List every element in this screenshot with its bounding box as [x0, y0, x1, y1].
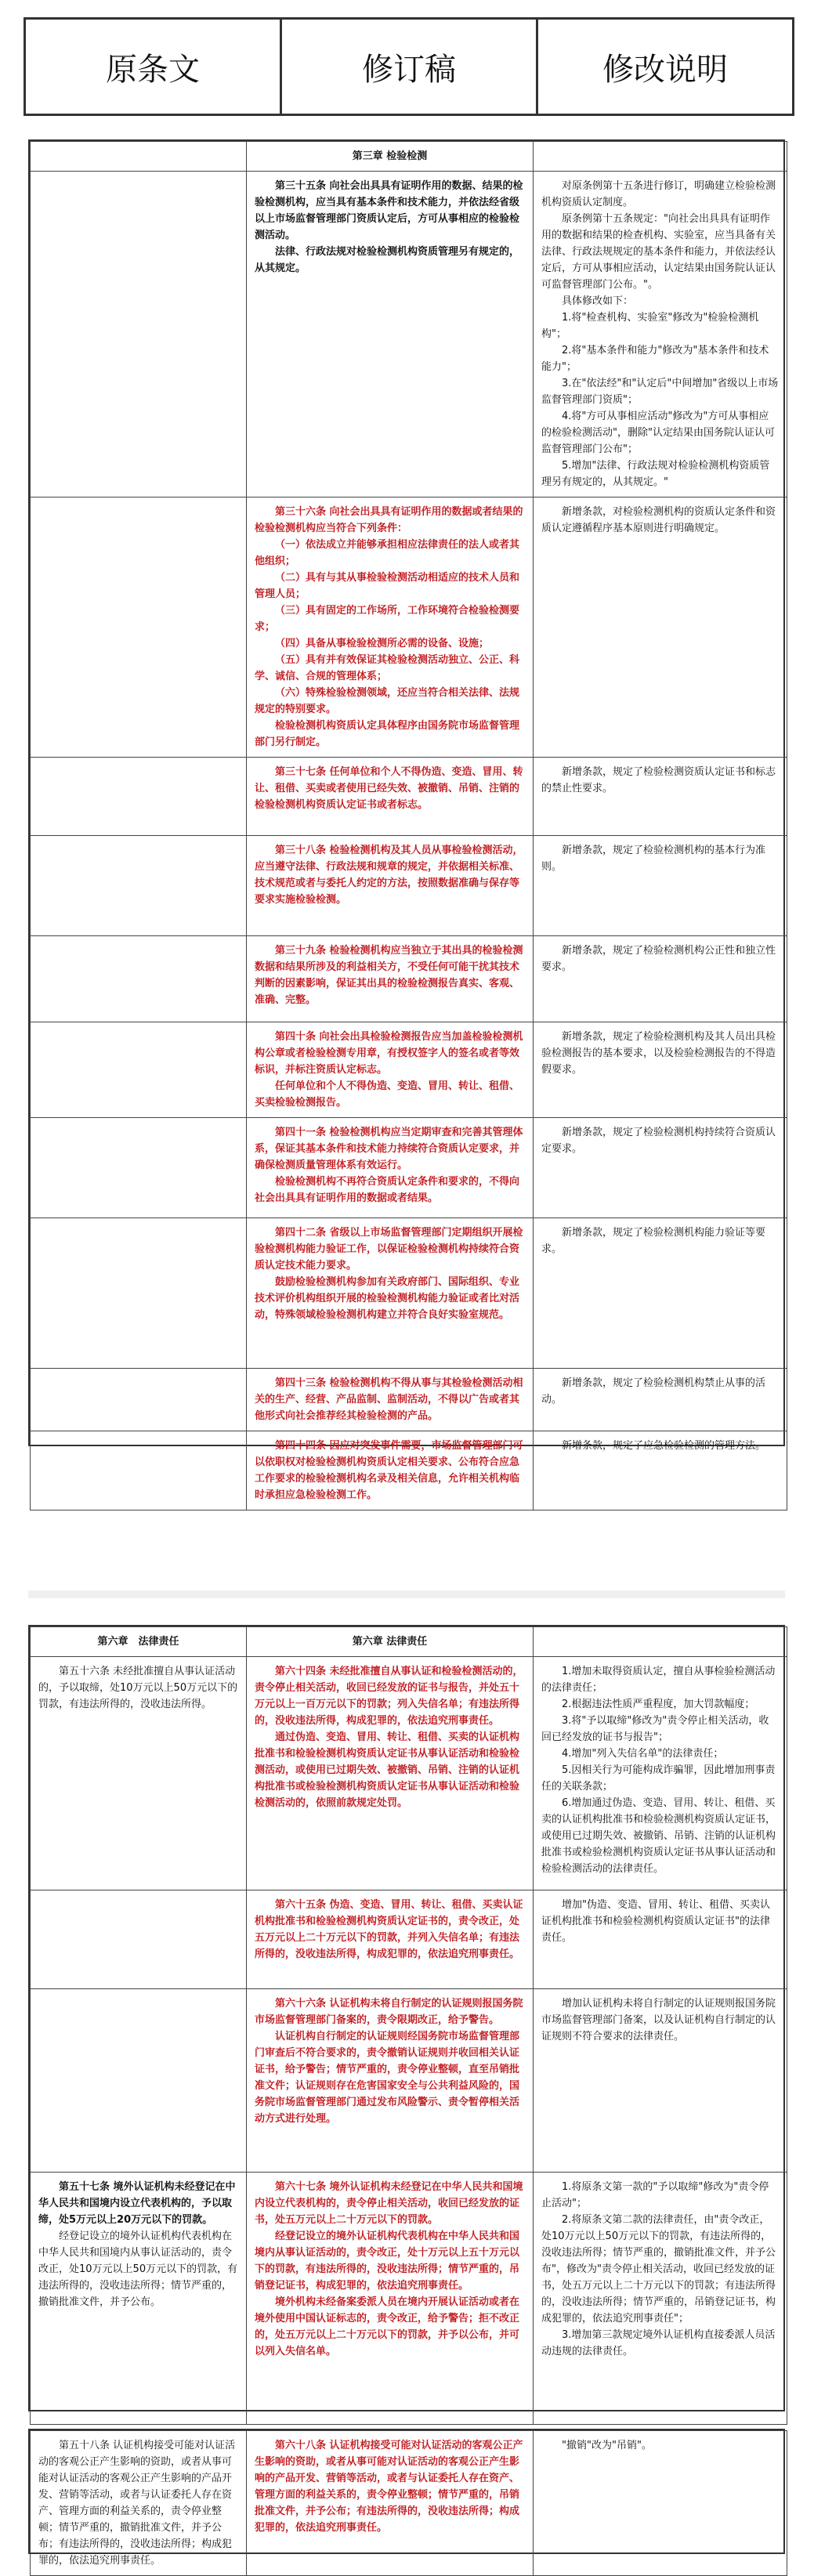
- chapter-title-revision: 第六章 法律责任: [247, 1627, 534, 1657]
- table-row: 第六十六条 认证机构未将自行制定的认证规则报国务院市场监督管理部门备案的，责令限期改正，给予警告。 认证机构自行制定的认证规则经国务院市场监督管理部门审查后不符合要求的，责令撤销认证规则并收回相关认证证书，给予警告；情节严重的，责令停业整顿，直至吊销批准文件；认证规则存在危害国家安全与公共利益风险的，国务院市场监督管理部门通过发布风险警示、责令暂停相关活动方式进行处理。 增加认证机构未将自行制定的认证规则报国务院市场监督管理部门备案，以及认证机构自行制定的认证规则不符合要求的法律责任。: [31, 1989, 787, 2173]
- table-row: 第四十一条 检验检测机构应当定期审查和完善其管理体系，保证其基本条件和技术能力持续符合资质认定要求，并确保检测质量管理体系有效运行。 检验检测机构不再符合资质认定条件和要求的，不得向社会出具具有证明作用的数据或者结果。 新增条款，规定了检验检测机构持续符合资质认定要求。: [31, 1118, 787, 1218]
- article-68: 第六十八条 认证机构接受可能对认证活动的客观公正产生影响的资助，或者从事可能对认证活动的客观公正产生影响的产品开发、营销等活动，或者与认证委托人存在资产、管理方面的利益关系的，责令停业整顿；情节严重的，吊销批准文件，并予公布；有违法所得的，没收违法所得；构成犯罪的，依法追究刑事责任。: [255, 2440, 523, 2534]
- table-row: 第五十八条 认证机构接受可能对认证活动的客观公正产生影响的资助，或者从事可能对认证活动的客观公正产生影响的产品开发、营销等活动，或者与认证委托人存在资产、管理方面的利益关系的，责令停业整顿；情节严重的，撤销批准文件，并予公布；有违法所得的，没收违法所得；构成犯罪的，依法追究刑事责任。 第六十八条 认证机构接受可能对认证活动的客观公正产生影响的资助，或者从事可能对认证活动的客观公正产生影响的产品开发、营销等活动，或者与认证委托人存在资产、管理方面的利益关系的，责令停业整顿；情节严重的，吊销批准文件，并予公布；有违法所得的，没收违法所得；构成犯罪的，依法追究刑事责任。 "撤销"改为"吊销"。: [31, 2431, 787, 2576]
- article-42: 第四十二条 省级以上市场监督管理部门定期组织开展检验检测机构能力验证工作，以保证检验检测机构持续符合资质认定技术能力要求。: [255, 1227, 523, 1272]
- article-36: 第三十六条 向社会出具具有证明作用的数据或者结果的检验检测机构应当符合下列条件：: [255, 506, 523, 534]
- article-66: 第六十六条 认证机构未将自行制定的认证规则报国务院市场监督管理部门备案的，责令限期改正，给予警告。: [255, 1998, 523, 2026]
- table-row: 第四十二条 省级以上市场监督管理部门定期组织开展检验检测机构能力验证工作，以保证检验检测机构持续符合资质认定技术能力要求。 鼓励检验检测机构参加有关政府部门、国际组织、专业技术评价机构组织开展的检验检测机构能力验证或者比对活动，特殊领域检验检测机构建立并符合良好实验室规范。 新增条款，规定了检验检测机构能力验证等要求。: [31, 1218, 787, 1369]
- table-row: 第五十七条 境外认证机构未经登记在中华人民共和国境内设立代表机构的，予以取缔，处5万元以上20万元以下的罚款。 经登记设立的境外认证机构代表机构在中华人民共和国境内从事认证活动的，责令改正，处10万元以上50万元以下的罚款，有违法所得的，没收违法所得；情节严重的，撤销批准文件，并予公布。 第六十七条 境外认证机构未经登记在中华人民共和国境内设立代表机构的，责令停止相关活动，收回已经发放的证书，处五万元以上二十万元以下的罚款。 经登记设立的境外认证机构代表机构在中华人民共和国境内从事认证活动的，责令改正，处十万元以上五十万元以下的罚款，有违法所得的，没收违法所得；情节严重的，吊销登记证书，构成犯罪的，依法追究刑事责任。 境外机构未经备案委派人员在境内开展认证活动或者在境外使用中国认证标志的，责令改正，给予警告；拒不改正的，处五万元以上二十万元以下的罚款，并予以公布，并可以列入失信名单。 1.将原条文第一款的"予以取缔"修改为"责令停止活动"； 2.将原条文第二款的法律责任，由"责令改正，处10万元以上50万元以下的罚款，有违法所得的，没收违法所得；情节严重的，撤销批准文件，并予公布"，修改为"责令停止相关活动，收回已经发放的证书，处五万元以上二十万元以下的罚款；有违法所得的，没收违法所得；情节严重的，吊销登记证书，构成犯罪的，依法追究刑事责任"； 3.增加第三款规定境外认证机构直接委派人员活动违规的法律责任。: [31, 2173, 787, 2425]
- article-40: 第四十条 向社会出具检验检测报告应当加盖检验检测机构公章或者检验检测专用章，有授权签字人的签名或者等效标识，并标注资质认定标志。: [255, 1031, 523, 1076]
- original-article-58: 第五十八条 认证机构接受可能对认证活动的客观公正产生影响的资助，或者从事可能对认证活动的客观公正产生影响的产品开发、营销等活动，或者与认证委托人存在资产、管理方面的利益关系的，责令停业整顿；情节严重的，撤销批准文件，并予公布；有违法所得的，没收违法所得；构成犯罪的，依法追究刑事责任。: [38, 2440, 236, 2567]
- table-row: 第三十五条 向社会出具具有证明作用的数据、结果的检验检测机构，应当具有基本条件和技术能力，并依法经省级以上市场监督管理部门资质认定后，方可从事相应的检验检测活动。 法律、行政法规对检验检测机构资质管理另有规定的，从其规定。 对原条例第十五条进行修订，明确建立检验检测机构资质认定制度。 原条例第十五条规定："向社会出具具有证明作用的数据和结果的检查机构、实验室，应当具备有关法律、行政法规规定的基本条件和能力，并依法经认定后，方可从事相应活动，认定结果由国务院认证认可监督管理部门公布。"。 具体修改如下： 1.将"检查机构、实验室"修改为"检验检测机构"； 2.将"基本条件和能力"修改为"基本条件和技术能力"； 3.在"依法经"和"认定后"中间增加"省级以上市场监督管理部门资质"； 4.将"方可从事相应活动"修改为"方可从事相应的检验检测活动"，删除"认定结果由国务院认证认可监督管理部门公布"； 5.增加"法律、行政法规对检验检测机构资质管理另有规定的，从其规定。": [31, 172, 787, 497]
- page-gap: [28, 1590, 785, 1598]
- table-row: 第三十六条 向社会出具具有证明作用的数据或者结果的检验检测机构应当符合下列条件： （一）依法成立并能够承担相应法律责任的法人或者其他组织； （二）具有与其从事检验检测活动相适应的技术人员和管理人员； （三）具有固定的工作场所，工作环境符合检验检测要求； （四）具备从事检验检测所必需的设备、设施； （五）具有并有效保证其检验检测活动独立、公正、科学、诚信、合规的管理体系； （六）特殊检验检测领域，还应当符合相关法律、法规规定的特别要求。 检验检测机构资质认定具体程序由国务院市场监督管理部门另行制定。 新增条款，对检验检测机构的资质认定条件和资质认定遵循程序基本原则进行明确规定。: [31, 497, 787, 758]
- table-row: 第四十四条 因应对突发事件需要，市场监督管理部门可以依职权对检验检测机构资质认定相关要求、公布符合应急工作要求的检验检测机构名录及相关信息，允许相关机构临时承担应急检验检测工作。 新增条款，规定了应急检验检测的管理方法。: [31, 1431, 787, 1511]
- article-58-table: [28, 2429, 785, 2567]
- article-44: 第四十四条 因应对突发事件需要，市场监督管理部门可以依职权对检验检测机构资质认定相关要求、公布符合应急工作要求的检验检测机构名录及相关信息，允许相关机构临时承担应急检验检测工作。: [255, 1440, 523, 1501]
- table-header: [24, 17, 794, 116]
- original-article-57: 第五十七条 境外认证机构未经登记在中华人民共和国境内设立代表机构的，予以取缔，处5万元以上20万元以下的罚款。: [38, 2181, 236, 2226]
- table-row: 第三十八条 检验检测机构及其人员从事检验检测活动，应当遵守法律、行政法规和规章的规定，并依据相关标准、技术规范或者与委托人约定的方法，按照数据准确与保存等要求实施检验检测。 新增条款，规定了检验检测机构的基本行为准则。: [31, 836, 787, 936]
- header-explanation: 修改说明: [536, 20, 792, 114]
- table-row: 第六十五条 伪造、变造、冒用、转让、租借、买卖认证机构批准书和检验检测机构资质认定证书的，责令改正，处五万元以上二十万元以下的罚款，并列入失信名单；有违法所得的，没收违法所得，构成犯罪的，依法追究刑事责任。 增加"伪造、变造、冒用、转让、租借、买卖认证机构批准书和检验检测机构资质认定证书"的法律责任。: [31, 1890, 787, 1989]
- chapter-title: 第三章 检验检测: [247, 142, 534, 172]
- original-article-56: 第五十六条 未经批准擅自从事认证活动的，予以取缔，处10万元以上50万元以下的罚款，有违法所得的，没收违法所得。: [38, 1666, 238, 1710]
- chapter-title-original: 第六章 法律责任: [31, 1627, 247, 1657]
- article-39: 第三十九条 检验检测机构应当独立于其出具的检验检测数据和结果所涉及的利益相关方，不受任何可能干扰其技术判断的因素影响，保证其出具的检验检测报告真实、客观、准确、完整。: [255, 945, 523, 1006]
- article-37: 第三十七条 任何单位和个人不得伪造、变造、冒用、转让、租借、买卖或者使用已经失效、被撤销、吊销、注销的检验检测机构资质认定证书或者标志。: [255, 766, 523, 811]
- article-43: 第四十三条 检验检测机构不得从事与其检验检测活动相关的生产、经营、产品监制、监制活动，不得以广告或者其他形式向社会推荐经其检验检测的产品。: [255, 1377, 523, 1422]
- article-38: 第三十八条 检验检测机构及其人员从事检验检测活动，应当遵守法律、行政法规和规章的规定，并依据相关标准、技术规范或者与委托人约定的方法，按照数据准确与保存等要求实施检验检测。: [255, 845, 523, 906]
- header-revision: 修订稿: [280, 20, 536, 114]
- article-64: 第六十四条 未经批准擅自从事认证和检验检测活动的，责令停止相关活动，收回已经发放的证书与报告，并处五十万元以上一百万元以下的罚款；列入失信名单；有违法所得的，没收违法所得，构成犯罪的，依法追究刑事责任。: [255, 1666, 523, 1727]
- article-35: 第三十五条 向社会出具具有证明作用的数据、结果的检验检测机构，应当具有基本条件和技术能力，并依法经省级以上市场监督管理部门资质认定后，方可从事相应的检验检测活动。: [255, 180, 523, 241]
- table-row: 第三十七条 任何单位和个人不得伪造、变造、冒用、转让、租借、买卖或者使用已经失效、被撤销、吊销、注销的检验检测机构资质认定证书或者标志。 新增条款，规定了检验检测资质认定证书和标志的禁止性要求。: [31, 758, 787, 836]
- table-row: 第三十九条 检验检测机构应当独立于其出具的检验检测数据和结果所涉及的利益相关方，不受任何可能干扰其技术判断的因素影响，保证其出具的检验检测报告真实、客观、准确、完整。 新增条款，规定了检验检测机构公正性和独立性要求。: [31, 936, 787, 1022]
- article-65: 第六十五条 伪造、变造、冒用、转让、租借、买卖认证机构批准书和检验检测机构资质认定证书的，责令改正，处五万元以上二十万元以下的罚款，并列入失信名单；有违法所得的，没收违法所得，构成犯罪的，依法追究刑事责任。: [255, 1899, 523, 1960]
- article-41: 第四十一条 检验检测机构应当定期审查和完善其管理体系，保证其基本条件和技术能力持续符合资质认定要求，并确保检测质量管理体系有效运行。: [255, 1127, 523, 1171]
- header-original: 原条文: [106, 51, 200, 88]
- table-row: 第四十三条 检验检测机构不得从事与其检验检测活动相关的生产、经营、产品监制、监制活动，不得以广告或者其他形式向社会推荐经其检验检测的产品。 新增条款，规定了检验检测机构禁止从事的活动。: [31, 1369, 787, 1431]
- chapter-6-table: [28, 1625, 785, 2411]
- table-row: 第四十条 向社会出具检验检测报告应当加盖检验检测机构公章或者检验检测专用章，有授权签字人的签名或者等效标识，并标注资质认定标志。 任何单位和个人不得伪造、变造、冒用、转让、租借、买卖检验检测报告。 新增条款，规定了检验检测机构及其人员出具检验检测报告的基本要求，以及检验检测报告的不得造假要求。: [31, 1022, 787, 1118]
- table-row: 第五十六条 未经批准擅自从事认证活动的，予以取缔，处10万元以上50万元以下的罚款，有违法所得的，没收违法所得。 第六十四条 未经批准擅自从事认证和检验检测活动的，责令停止相关活动，收回已经发放的证书与报告，并处五十万元以上一百万元以下的罚款；列入失信名单；有违法所得的，没收违法所得，构成犯罪的，依法追究刑事责任。 通过伪造、变造、冒用、转让、租借、买卖的认证机构批准书和检验检测机构资质认定证书从事认证活动和检验检测活动，或使用已过期失效、被撤销、吊销、注销的认证机构批准书或检验检测机构资质认定证书从事认证活动和检验检测活动的，依照前款规定处罚。 1.增加未取得资质认定，擅自从事检验检测活动的法律责任； 2.根据违法性质严重程度，加大罚款幅度； 3.将"予以取缔"修改为"责令停止相关活动，收回已经发放的证书与报告"； 4.增加"列入失信名单"的法律责任； 5.因相关行为可能构成诈骗罪，因此增加刑事责任的关联条款； 6.增加通过伪造、变造、冒用、转让、租借、买卖的认证机构批准书和检验检测机构资质认定证书，或使用已过期失效、被撤销、吊销、注销的认证机构批准书或检验检测机构资质认定证书从事认证活动和检验检测活动的法律责任。: [31, 1657, 787, 1890]
- chapter-3-table: [28, 139, 785, 1501]
- article-67: 第六十七条 境外认证机构未经登记在中华人民共和国境内设立代表机构的，责令停止相关活动，收回已经发放的证书，处五万元以上二十万元以下的罚款。: [255, 2181, 523, 2226]
